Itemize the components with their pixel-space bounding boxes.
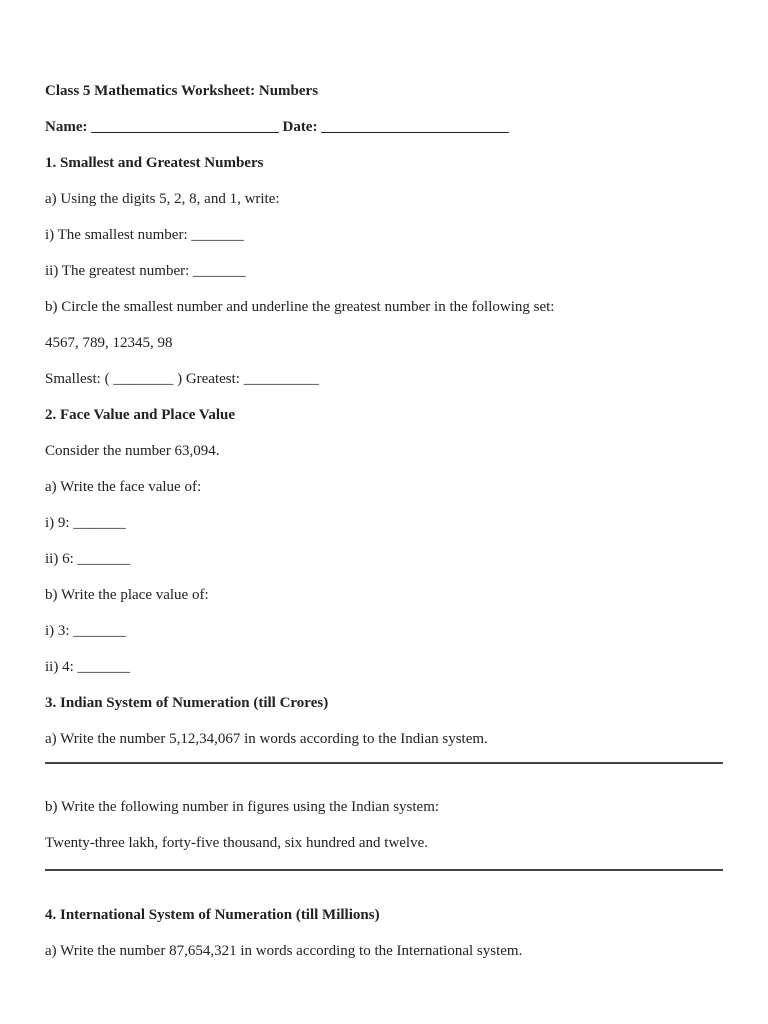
section-3-question-a: a) Write the number 5,12,34,067 in words according to the Indian system. <box>45 731 488 747</box>
name-date-line: Name: _________________________ Date: _________________________ <box>45 119 509 135</box>
section-3-heading: 3. Indian System of Numeration (till Crores) <box>45 695 329 711</box>
section-2-question-b-ii: ii) 4: _______ <box>45 659 130 675</box>
section-3-question-b-text: Twenty-three lakh, forty-five thousand, six hundred and twelve. <box>45 835 429 851</box>
worksheet-title: Class 5 Mathematics Worksheet: Numbers <box>45 83 319 99</box>
section-2-question-a-ii: ii) 6: _______ <box>45 551 130 567</box>
answer-rule-line <box>45 869 723 871</box>
answer-rule-line <box>45 762 723 764</box>
section-2-question-b: b) Write the place value of: <box>45 587 209 603</box>
section-1-question-a: a) Using the digits 5, 2, 8, and 1, write: <box>45 191 280 207</box>
section-2-question-a: a) Write the face value of: <box>45 479 202 495</box>
section-1-heading: 1. Smallest and Greatest Numbers <box>45 155 264 171</box>
section-1-question-b: b) Circle the smallest number and underline the greatest number in the following set: <box>45 299 555 315</box>
smallest-greatest-answer: Smallest: ( ________ ) Greatest: __________ <box>45 371 319 387</box>
number-set: 4567, 789, 12345, 98 <box>45 335 173 351</box>
section-2-heading: 2. Face Value and Place Value <box>45 407 236 423</box>
section-1-question-a-ii: ii) The greatest number: _______ <box>45 263 246 279</box>
section-4-heading: 4. International System of Numeration (till Millions) <box>45 907 380 923</box>
section-3-question-b: b) Write the following number in figures using the Indian system: <box>45 799 440 815</box>
section-2-intro: Consider the number 63,094. <box>45 443 220 459</box>
section-1-question-a-i: i) The smallest number: _______ <box>45 227 244 243</box>
section-2-question-b-i: i) 3: _______ <box>45 623 126 639</box>
section-2-question-a-i: i) 9: _______ <box>45 515 126 531</box>
section-4-question-a: a) Write the number 87,654,321 in words according to the International system. <box>45 943 523 959</box>
